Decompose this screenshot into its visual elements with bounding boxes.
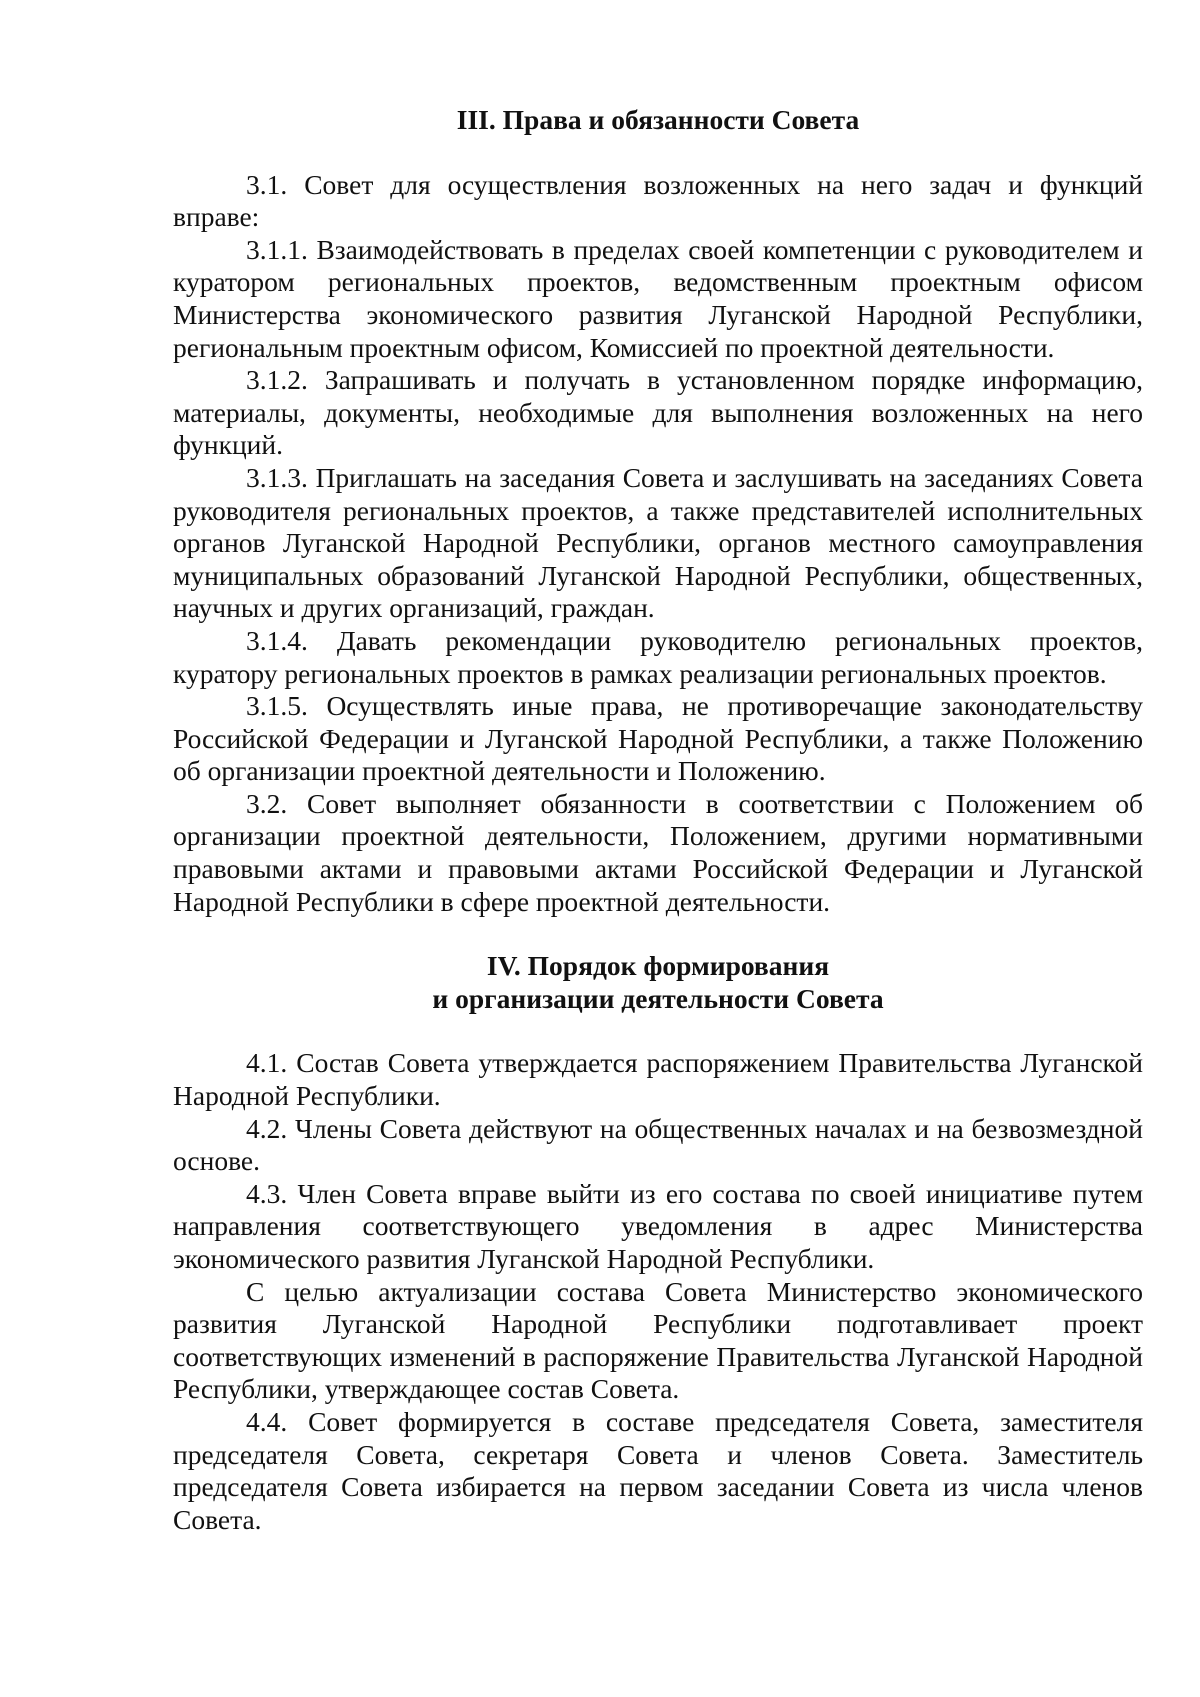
paragraph-4-3: 4.3. Член Совета вправе выйти из его состава по своей инициативе путем направления соответствующего уведомления в адрес Министерства экономического развития Луганской Народной Республики. xyxy=(173,1177,1143,1274)
section-3-title: III. Права и обязанности Совета xyxy=(456,104,860,135)
paragraph-4-3-continued: С целью актуализации состава Совета Министерство экономического развития Луганской Народной Республики подготавливает проект соответствующих изменений в распоряжение Правительства Луганской Народной Республики, утверждающее состав Совета. xyxy=(173,1275,1143,1405)
section-4-title xyxy=(173,950,1143,1015)
document-page xyxy=(173,104,1143,1536)
paragraph-3-1-2: 3.1.2. Запрашивать и получать в установленном порядке информацию, материалы, документы, необходимые для выполнения возложенных на него функций. xyxy=(173,364,1143,461)
paragraph-3-2: 3.2. Совет выполняет обязанности в соответствии с Положением об организации проектной деятельности, Положением, другими нормативными правовыми актами и правовыми актами Российской Федерации и Луганской Народной Республики в сфере проектной деятельности. xyxy=(173,787,1143,917)
paragraph-4-2: 4.2. Члены Совета действуют на общественных началах и на безвозмездной основе. xyxy=(173,1112,1143,1177)
paragraph-3-1-5: 3.1.5. Осуществлять иные права, не противоречащие законодательству Российской Федерации и Луганской Народной Республики, а также Положению об организации проектной деятельности и Положению. xyxy=(173,690,1143,787)
paragraph-4-1: 4.1. Состав Совета утверждается распоряжением Правительства Луганской Народной Республики. xyxy=(173,1047,1143,1112)
section-4-title-line-2: и организации деятельности Совета xyxy=(432,982,884,1014)
paragraph-3-1-4: 3.1.4. Давать рекомендации руководителю региональных проектов, куратору региональных проектов в рамках реализации региональных проектов. xyxy=(173,624,1143,689)
paragraph-3-1-3: 3.1.3. Приглашать на заседания Совета и заслушивать на заседаниях Совета руководителя региональных проектов, а также представителей исполнительных органов Луганской Народной Республики, органов местного самоуправления муниципальных образований Луганской Народной Республики, общественных, научных и других организаций, граждан. xyxy=(173,461,1143,624)
paragraph-3-1: 3.1. Совет для осуществления возложенных на него задач и функций вправе: xyxy=(173,168,1143,233)
paragraph-3-1-1: 3.1.1. Взаимодействовать в пределах своей компетенции с руководителем и куратором региональных проектов, ведомственным проектным офисом Министерства экономического развития Луганской Народной Республики, региональным проектным офисом, Комиссией по проектной деятельности. xyxy=(173,233,1143,363)
paragraph-4-4: 4.4. Совет формируется в составе председателя Совета, заместителя председателя Совета, секретаря Совета и членов Совета. Заместитель председателя Совета избирается на первом заседании Совета из числа членов Совета. xyxy=(173,1405,1143,1535)
section-4-title-line-1: IV. Порядок формирования xyxy=(486,950,830,982)
